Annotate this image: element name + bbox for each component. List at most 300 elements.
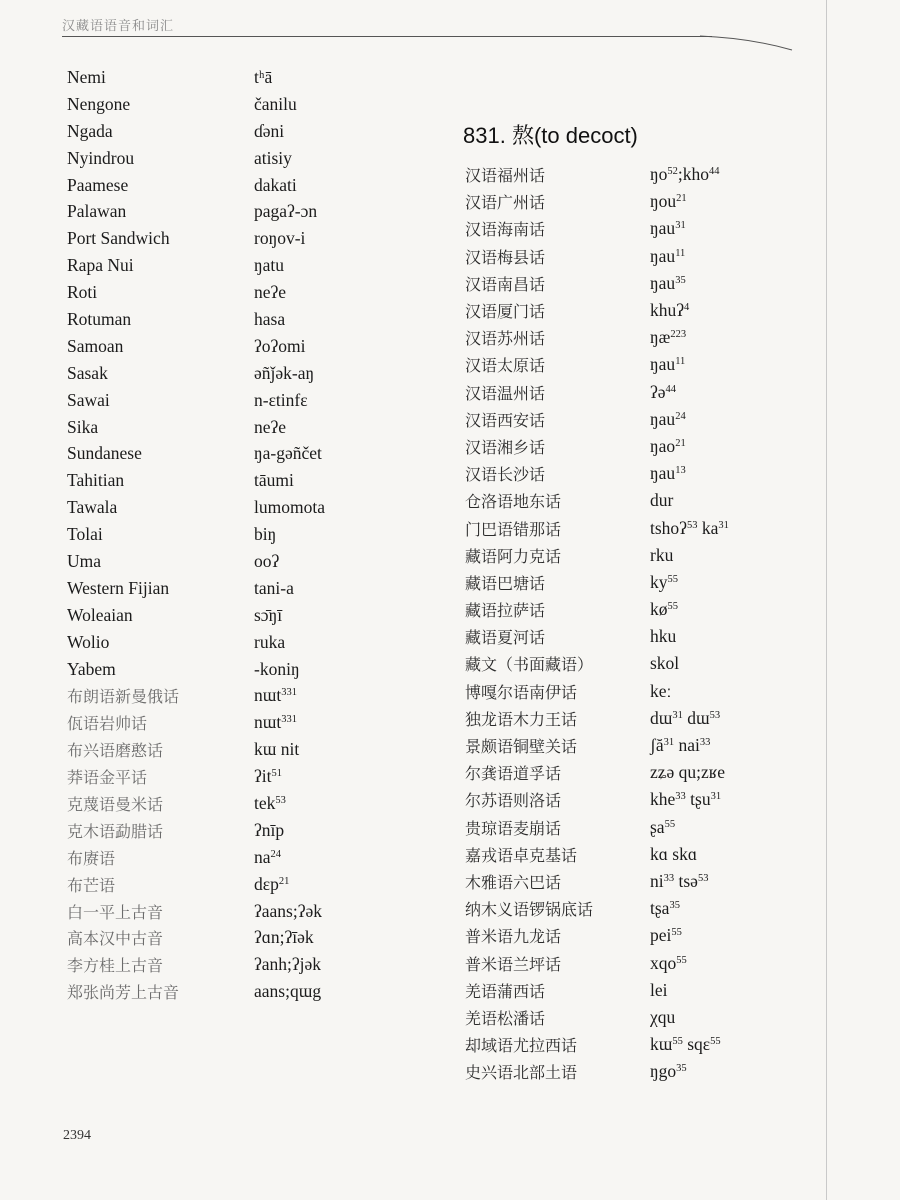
- tone-number: 21: [676, 193, 687, 205]
- form-text: ŋau: [650, 354, 676, 375]
- entry-row: [67, 279, 397, 306]
- tone-number: 55: [664, 818, 676, 830]
- entry-row: [67, 118, 397, 145]
- tone-number: 55: [671, 927, 682, 939]
- language-name: 汉语湘乡话: [465, 437, 546, 457]
- word-form: [254, 605, 282, 626]
- word-form: [650, 273, 686, 294]
- form-text: skol: [650, 653, 680, 674]
- entry-row: [465, 379, 805, 406]
- tone-number: 33: [675, 791, 686, 803]
- language-name: 白一平上古音: [67, 902, 164, 922]
- entry-row: [67, 898, 397, 925]
- entry-row: [465, 243, 805, 270]
- word-form: [254, 632, 285, 653]
- form-text: ŋatu: [254, 255, 285, 276]
- language-name: Samoan: [67, 335, 124, 356]
- entry-row: [465, 895, 805, 922]
- header-rule-curve: [700, 30, 800, 54]
- language-name: 藏语巴塘话: [465, 573, 546, 593]
- word-form: [650, 382, 676, 403]
- word-form: [650, 1007, 675, 1028]
- language-name: 郑张尚芳上古音: [67, 983, 180, 1003]
- word-form: [254, 201, 317, 222]
- form-text: pei: [650, 925, 672, 946]
- language-name: 仓洛语地东话: [465, 492, 562, 512]
- entry-row: [465, 215, 805, 242]
- language-name: 博嘎尔语南伊话: [465, 682, 578, 702]
- language-name: 佤语岩帅话: [67, 714, 148, 734]
- entry-row: [465, 977, 805, 1004]
- tone-number: 55: [676, 954, 687, 966]
- language-name: Ngada: [67, 120, 113, 141]
- form-text: ʔoʔomi: [254, 335, 306, 356]
- tone-number: 44: [709, 166, 720, 178]
- word-form: [254, 443, 322, 464]
- word-form: [254, 739, 299, 760]
- language-name: 羌语松潘话: [465, 1008, 546, 1028]
- entry-row: [465, 759, 805, 786]
- form-text: lumomota: [254, 497, 325, 518]
- tone-number: 4: [684, 302, 690, 314]
- word-form: [650, 871, 708, 892]
- word-form: [650, 898, 680, 919]
- language-name: 却域语尤拉西话: [465, 1036, 578, 1056]
- language-name: 纳木义语锣锅底话: [465, 900, 594, 920]
- entry-row: [67, 790, 397, 817]
- form-text: əñǰək-aŋ: [254, 362, 315, 383]
- word-form: [254, 148, 292, 169]
- tone-number: 31: [663, 737, 675, 749]
- word-form: [650, 653, 679, 674]
- entry-row: [465, 949, 805, 976]
- form-text: ŋæ: [650, 327, 671, 348]
- tone-number: 53: [275, 794, 286, 806]
- word-form: [650, 327, 686, 348]
- word-form: [650, 490, 673, 511]
- word-form: [650, 735, 710, 756]
- form-text: ʔanh;ʔjək: [254, 954, 322, 975]
- language-name: 嘉戎语卓克基话: [465, 845, 578, 865]
- form-text: hku: [650, 626, 677, 647]
- form-text: khuʔ: [650, 300, 685, 321]
- tone-number: 35: [676, 1063, 687, 1075]
- entry-row: [67, 252, 397, 279]
- word-form: [254, 927, 314, 948]
- tone-number: 31: [672, 709, 683, 721]
- word-form: [254, 336, 306, 357]
- form-text: n-ɛtinfɛ: [254, 389, 308, 410]
- entry-row: [67, 656, 397, 683]
- form-text: ŋao: [650, 435, 676, 456]
- language-name: Sawai: [67, 389, 110, 410]
- entry-row: [465, 868, 805, 895]
- page-edge-line: [826, 0, 827, 1200]
- word-form: [650, 572, 678, 593]
- form-text: kɯ: [650, 1034, 673, 1055]
- entry-row: [67, 440, 397, 467]
- entry-row: [67, 951, 397, 978]
- form-text: kɑ skɑ: [650, 843, 697, 864]
- entry-row: [67, 387, 397, 414]
- form-text: tʂu: [685, 789, 711, 810]
- language-name: Western Fijian: [67, 577, 170, 598]
- form-text: ŋau: [650, 272, 676, 293]
- form-text: ʃă: [650, 735, 664, 756]
- entry-row: [67, 521, 397, 548]
- language-name: 布赓语: [67, 848, 116, 868]
- entry-row: [465, 324, 805, 351]
- tone-number: 11: [675, 247, 686, 259]
- language-name: 藏语阿力克话: [465, 546, 562, 566]
- word-form: [650, 545, 673, 566]
- tone-number: 24: [675, 410, 686, 422]
- word-form: [254, 417, 286, 438]
- language-name: Roti: [67, 282, 98, 303]
- word-form: [254, 282, 286, 303]
- language-name: Port Sandwich: [67, 228, 170, 249]
- entry-row: [67, 871, 397, 898]
- form-text: ruka: [254, 631, 286, 652]
- word-form: [254, 121, 284, 142]
- word-form: [254, 363, 314, 384]
- form-text: dɛp: [254, 873, 279, 894]
- tone-number: 31: [718, 519, 729, 531]
- form-text: ŋa-gəñčet: [254, 443, 322, 464]
- form-text: aans;qɯg: [254, 981, 322, 1002]
- word-form: [254, 981, 321, 1002]
- form-text: ooʔ: [254, 550, 280, 571]
- tone-number: 223: [670, 329, 687, 341]
- word-form: [254, 901, 322, 922]
- entry-row: [465, 650, 805, 677]
- entry-row: [465, 542, 805, 569]
- language-name: 汉语福州话: [465, 166, 546, 186]
- form-text: ɗəni: [254, 120, 285, 141]
- language-name: Wolio: [67, 631, 110, 652]
- entry-row: [465, 569, 805, 596]
- form-text: χqu: [650, 1006, 676, 1027]
- form-text: nɯt: [254, 712, 282, 733]
- word-form: [650, 300, 689, 321]
- form-text: ŋau: [650, 245, 676, 266]
- form-text: ʔə: [650, 381, 666, 402]
- word-form: [254, 712, 297, 733]
- word-form: [254, 228, 305, 249]
- tone-number: 21: [278, 875, 290, 887]
- word-form: [650, 409, 686, 430]
- language-name: Yabem: [67, 658, 116, 679]
- tone-number: 53: [697, 872, 709, 884]
- form-text: ŋgo: [650, 1061, 677, 1082]
- form-text: tāumi: [254, 470, 294, 491]
- form-text: ŋau: [650, 218, 676, 239]
- language-name: Rotuman: [67, 308, 132, 329]
- tone-number: 55: [672, 1036, 683, 1048]
- form-text: ;kho: [677, 164, 710, 185]
- form-text: neʔe: [254, 416, 287, 437]
- form-text: dakati: [254, 174, 297, 195]
- tone-number: 33: [699, 737, 711, 749]
- word-form: [650, 1061, 687, 1082]
- entry-row: [465, 351, 805, 378]
- language-name: 普米语九龙话: [465, 927, 562, 947]
- form-text: ŋou: [650, 191, 677, 212]
- entry-row: [67, 494, 397, 521]
- entry-row: [465, 460, 805, 487]
- word-form: [650, 191, 687, 212]
- form-text: kø: [650, 599, 668, 620]
- form-text: hasa: [254, 308, 286, 329]
- entry-row: [465, 1031, 805, 1058]
- form-text: dɯ: [682, 707, 710, 728]
- language-name: 莽语金平话: [67, 768, 148, 788]
- language-name: Sasak: [67, 362, 108, 383]
- entry-row: [465, 596, 805, 623]
- language-name: 藏语夏河话: [465, 628, 546, 648]
- tone-number: 24: [270, 848, 282, 860]
- language-name: 布兴语磨憨话: [67, 741, 164, 761]
- language-name: 克木语勐腊话: [67, 821, 164, 841]
- entry-row: [67, 548, 397, 575]
- language-name: 尔苏语则洛话: [465, 791, 562, 811]
- form-text: ka: [697, 517, 719, 538]
- word-form: [254, 309, 285, 330]
- language-name: Tahitian: [67, 470, 125, 491]
- word-form: [254, 255, 284, 276]
- entry-row: [465, 1004, 805, 1031]
- form-text: khe: [650, 789, 676, 810]
- form-text: tani-a: [254, 577, 294, 598]
- form-text: ŋau: [650, 408, 676, 429]
- word-form: [650, 925, 682, 946]
- running-head: 汉藏语语音和词汇: [62, 19, 175, 34]
- word-form: [254, 67, 272, 88]
- language-name: 汉语南昌话: [465, 274, 546, 294]
- section-title: 熬(to decoct): [511, 123, 638, 148]
- tone-number: 35: [675, 274, 686, 286]
- form-text: xqo: [650, 952, 677, 973]
- section-number: 831.: [463, 123, 506, 148]
- form-text: tek: [254, 792, 276, 813]
- tone-number: 55: [667, 573, 678, 585]
- word-form: [254, 470, 294, 491]
- entry-row: [67, 306, 397, 333]
- language-name: 汉语梅县话: [465, 247, 546, 267]
- entry-row: [67, 682, 397, 709]
- language-name: 门巴语错那话: [465, 519, 562, 539]
- form-text: kɯ nit: [254, 739, 300, 760]
- language-name: Woleaian: [67, 604, 133, 625]
- form-text: ŋau: [650, 463, 676, 484]
- entry-row: [67, 360, 397, 387]
- language-name: Uma: [67, 550, 102, 571]
- form-text: keː: [650, 680, 672, 701]
- tone-number: 31: [675, 220, 686, 232]
- form-text: zʑə qu;zʁe: [650, 762, 726, 783]
- entry-row: [67, 225, 397, 252]
- form-text: pagaʔ-ɔn: [254, 201, 318, 222]
- form-text: rku: [650, 544, 674, 565]
- language-name: 高本汉中古音: [67, 929, 164, 949]
- word-form: [650, 980, 668, 1001]
- entry-row: [67, 172, 397, 199]
- word-form: [650, 844, 697, 865]
- language-name: 尔龚语道孚话: [465, 764, 562, 784]
- entry-row: [465, 406, 805, 433]
- left-entry-list: [67, 64, 397, 1005]
- form-text: ky: [650, 571, 668, 592]
- language-name: Nengone: [67, 93, 131, 114]
- tone-number: 55: [710, 1036, 721, 1048]
- tone-number: 13: [675, 465, 686, 477]
- form-text: tsə: [674, 870, 698, 891]
- word-form: [254, 685, 297, 706]
- word-form: [650, 1034, 721, 1055]
- entry-row: [67, 602, 397, 629]
- tone-number: 53: [709, 709, 721, 721]
- entry-row: [67, 844, 397, 871]
- page-number: 2394: [63, 1128, 91, 1143]
- word-form: [254, 874, 289, 895]
- word-form: [650, 708, 720, 729]
- language-name: 汉语长沙话: [465, 465, 546, 485]
- entry-row: [465, 841, 805, 868]
- word-form: [650, 436, 686, 457]
- word-form: [650, 762, 725, 783]
- entry-row: [67, 333, 397, 360]
- word-form: [650, 463, 686, 484]
- section-heading: [463, 119, 638, 150]
- word-form: [254, 766, 282, 787]
- form-text: ʂa: [650, 816, 665, 837]
- word-form: [254, 551, 279, 572]
- form-text: -koniŋ: [254, 658, 300, 679]
- form-text: nai: [674, 735, 700, 756]
- entry-row: [465, 487, 805, 514]
- entry-row: [67, 709, 397, 736]
- tone-number: 52: [667, 166, 678, 178]
- word-form: [650, 246, 685, 267]
- language-name: 汉语温州话: [465, 383, 546, 403]
- language-name: 藏文（书面藏语）: [465, 655, 594, 675]
- word-form: [254, 497, 325, 518]
- word-form: [254, 793, 286, 814]
- word-form: [650, 218, 686, 239]
- entry-row: [67, 467, 397, 494]
- form-text: tʰā: [254, 66, 273, 87]
- word-form: [254, 94, 297, 115]
- entry-row: [465, 705, 805, 732]
- language-name: Tolai: [67, 524, 103, 545]
- right-entry-list: [465, 161, 805, 1085]
- language-name: 贵琼语麦崩话: [465, 818, 562, 838]
- form-text: na: [254, 846, 271, 867]
- tone-number: 55: [667, 601, 678, 613]
- language-name: 汉语海南话: [465, 220, 546, 240]
- language-name: Sundanese: [67, 443, 142, 464]
- form-text: ʔit: [254, 766, 272, 787]
- form-text: lei: [650, 979, 668, 1000]
- entry-row: [465, 1058, 805, 1085]
- language-name: Paamese: [67, 174, 129, 195]
- language-name: 汉语厦门话: [465, 302, 546, 322]
- word-form: [650, 518, 729, 539]
- form-text: roŋov-i: [254, 228, 306, 249]
- tone-number: 53: [686, 519, 698, 531]
- language-name: 普米语兰坪话: [465, 954, 562, 974]
- language-name: 布朗语新曼俄话: [67, 687, 180, 707]
- entry-row: [67, 817, 397, 844]
- form-text: biŋ: [254, 524, 277, 545]
- word-form: [254, 954, 321, 975]
- entry-row: [465, 270, 805, 297]
- language-name: Rapa Nui: [67, 255, 134, 276]
- form-text: dur: [650, 490, 674, 511]
- tone-number: 44: [665, 383, 677, 395]
- language-name: 汉语苏州话: [465, 329, 546, 349]
- language-name: 李方桂上古音: [67, 956, 164, 976]
- tone-number: 331: [281, 687, 297, 699]
- language-name: 独龙语木力王话: [465, 709, 578, 729]
- form-text: ŋo: [650, 164, 668, 185]
- language-name: 克蔑语曼米话: [67, 794, 164, 814]
- form-text: tʂa: [650, 898, 670, 919]
- form-text: sqɛ: [682, 1034, 711, 1055]
- language-name: 史兴语北部土语: [465, 1063, 578, 1083]
- word-form: [650, 599, 678, 620]
- entry-row: [67, 91, 397, 118]
- form-text: ni: [650, 870, 664, 891]
- entry-row: [465, 814, 805, 841]
- entry-row: [465, 623, 805, 650]
- tone-number: 31: [710, 791, 722, 803]
- entry-row: [67, 978, 397, 1005]
- tone-number: 33: [663, 872, 675, 884]
- language-name: 汉语广州话: [465, 193, 546, 213]
- entry-row: [465, 514, 805, 541]
- entry-row: [465, 786, 805, 813]
- form-text: dɯ: [650, 707, 673, 728]
- word-form: [650, 817, 675, 838]
- word-form: [254, 847, 281, 868]
- entry-row: [67, 736, 397, 763]
- form-text: neʔe: [254, 282, 287, 303]
- entry-row: [67, 763, 397, 790]
- word-form: [650, 626, 676, 647]
- entry-row: [67, 64, 397, 91]
- language-name: 布芒语: [67, 875, 116, 895]
- word-form: [650, 789, 721, 810]
- form-text: ʔɑn;ʔīək: [254, 927, 314, 948]
- form-text: nɯt: [254, 685, 282, 706]
- tone-number: 11: [675, 356, 686, 368]
- language-name: Palawan: [67, 201, 127, 222]
- entry-row: [67, 145, 397, 172]
- entry-row: [67, 414, 397, 441]
- language-name: 汉语西安话: [465, 410, 546, 430]
- word-form: [650, 953, 687, 974]
- entry-row: [67, 198, 397, 225]
- tone-number: 21: [675, 437, 686, 449]
- entry-row: [67, 629, 397, 656]
- tone-number: 35: [669, 900, 680, 912]
- tone-number: 51: [271, 768, 282, 780]
- entry-row: [67, 925, 397, 952]
- word-form: [254, 820, 284, 841]
- form-text: čanilu: [254, 93, 297, 114]
- word-form: [254, 659, 300, 680]
